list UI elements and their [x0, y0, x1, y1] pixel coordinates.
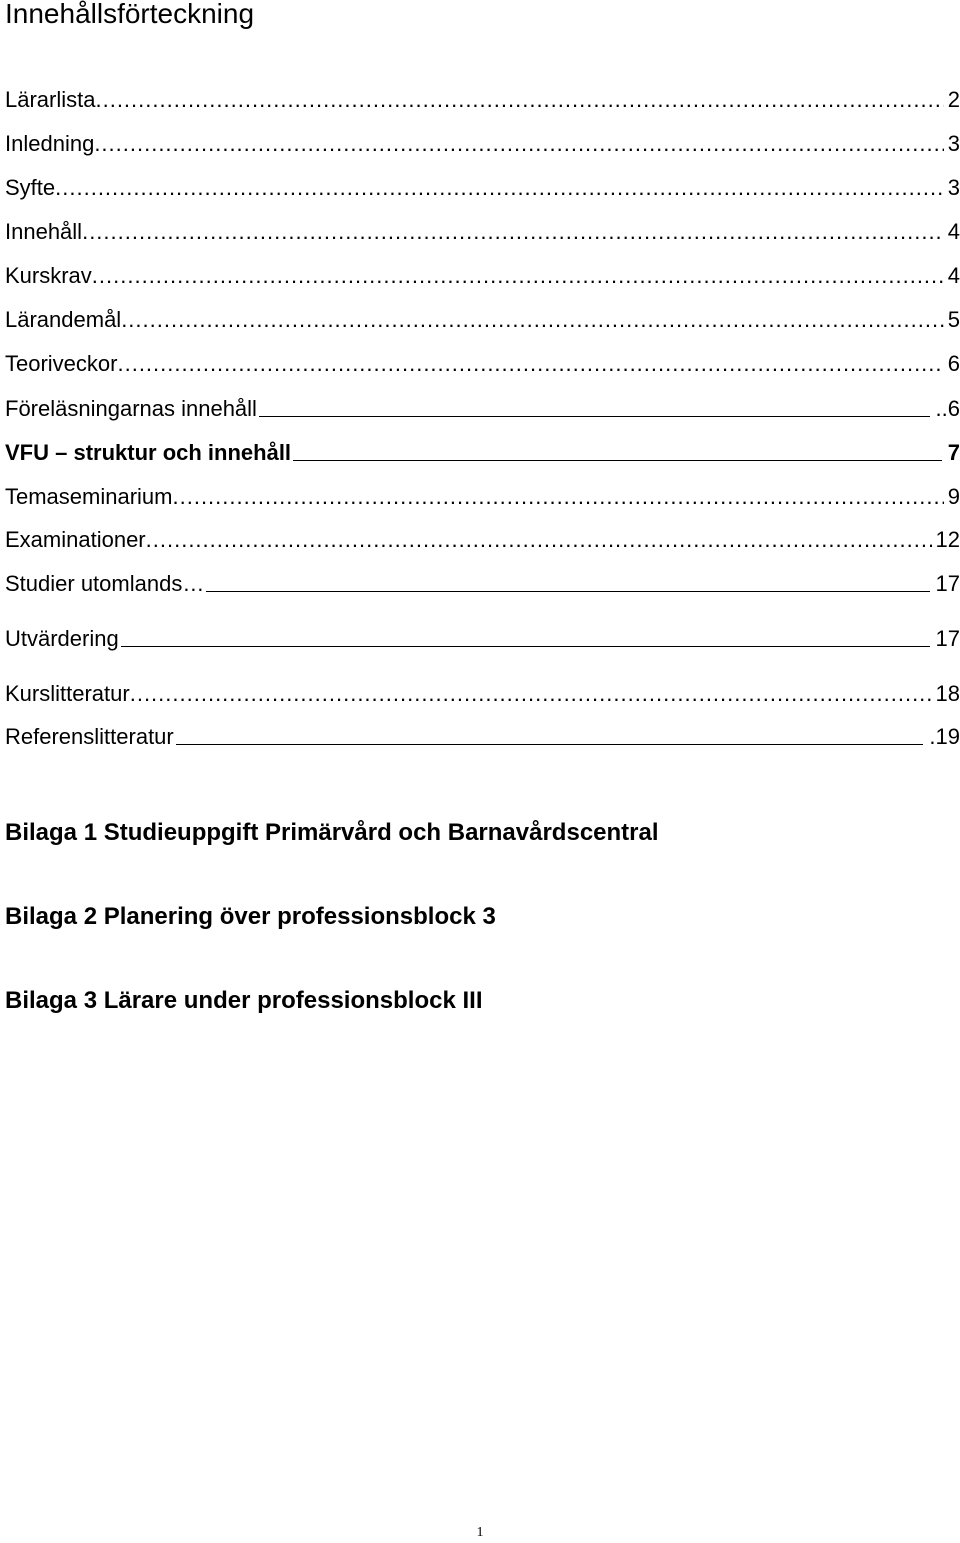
toc-leader: [92, 263, 944, 289]
toc-entry-kurskrav[interactable]: [5, 259, 960, 289]
toc-page-number: ..6: [935, 396, 960, 421]
toc-entry-innehall[interactable]: [5, 215, 960, 245]
toc-entry-larandemal[interactable]: [5, 303, 960, 333]
page-number: 1: [476, 1525, 484, 1540]
toc-entry-label: Kurslitteratur: [5, 681, 130, 706]
toc-page-number: 6: [947, 351, 960, 376]
toc-leader: [259, 400, 930, 417]
toc-leader: [146, 527, 932, 553]
toc-entry-studier-utomlands[interactable]: [5, 567, 960, 597]
page-title: Innehållsförteckning: [5, 0, 255, 29]
toc-entry-label: Examinationer: [5, 527, 146, 552]
toc-page-number: 17: [935, 571, 960, 596]
toc-page-number: 4: [947, 219, 960, 244]
toc-entry-forelasningarnas-innehall[interactable]: [5, 392, 960, 422]
toc-page-number: 3: [947, 131, 960, 156]
toc-entry-teoriveckor[interactable]: [5, 347, 960, 377]
toc-entry-label: Lärarlista: [5, 87, 96, 112]
toc-leader: [206, 575, 929, 592]
toc-entry-label: Föreläsningarnas innehåll: [5, 396, 257, 421]
toc-entry-label: Lärandemål: [5, 307, 122, 332]
toc-leader: [176, 728, 924, 745]
toc-leader: [94, 131, 943, 157]
toc-leader: [82, 219, 944, 245]
toc-page-number: 5: [947, 307, 960, 332]
toc-entry-label: Syfte: [5, 175, 56, 200]
toc-page-number: .19: [929, 724, 960, 749]
toc-page-number: 4: [947, 263, 960, 288]
toc-leader: [55, 175, 944, 201]
toc-page-number: 9: [947, 484, 960, 509]
toc-entry-inledning[interactable]: [5, 127, 960, 157]
toc-leader: [293, 444, 942, 461]
appendix-2: Bilaga 2 Planering över professionsblock 3: [5, 903, 496, 930]
toc-entry-label: Innehåll: [5, 219, 83, 244]
toc-leader: [121, 307, 944, 333]
toc-entry-referenslitteratur[interactable]: [5, 720, 960, 750]
toc-page-number: 17: [935, 626, 960, 651]
toc-entry-utvardering[interactable]: [5, 622, 960, 652]
toc-entry-label: Studier utomlands: [5, 571, 183, 596]
toc-entry-label: Referenslitteratur: [5, 724, 174, 749]
toc-entry-label: Temaseminarium: [5, 484, 173, 509]
appendix-1: Bilaga 1 Studieuppgift Primärvård och Barnavårdscentral: [5, 819, 659, 846]
toc-leader: [130, 681, 932, 707]
toc-entry-temaseminarium[interactable]: [5, 480, 960, 510]
toc-leader: [95, 87, 943, 113]
toc-entry-syfte[interactable]: [5, 171, 960, 201]
toc-entry-label: Inledning: [5, 131, 95, 156]
toc-leader: [117, 351, 943, 377]
toc-entry-examinationer[interactable]: [5, 523, 960, 553]
toc-entry-kurslitteratur[interactable]: [5, 677, 960, 707]
toc-page-number: 18: [935, 681, 960, 706]
toc-page-number: 2: [947, 87, 960, 112]
toc-entry-label: VFU – struktur och innehåll: [5, 440, 292, 465]
toc-leader: [121, 630, 930, 647]
toc-entry-label: Kurskrav: [5, 263, 92, 288]
toc-page-number: 12: [935, 527, 960, 552]
toc-entry-vfu[interactable]: [5, 436, 960, 466]
toc-entry-label: Teoriveckor: [5, 351, 118, 376]
toc-entry-lararlista[interactable]: [5, 83, 960, 113]
toc-page-number: 7: [947, 440, 960, 465]
toc-page-number: 3: [947, 175, 960, 200]
toc-leader-ellipsis: …: [182, 571, 205, 596]
toc-leader: [173, 484, 944, 510]
toc-entry-label: Utvärdering: [5, 626, 119, 651]
appendix-3: Bilaga 3 Lärare under professionsblock III: [5, 987, 483, 1014]
